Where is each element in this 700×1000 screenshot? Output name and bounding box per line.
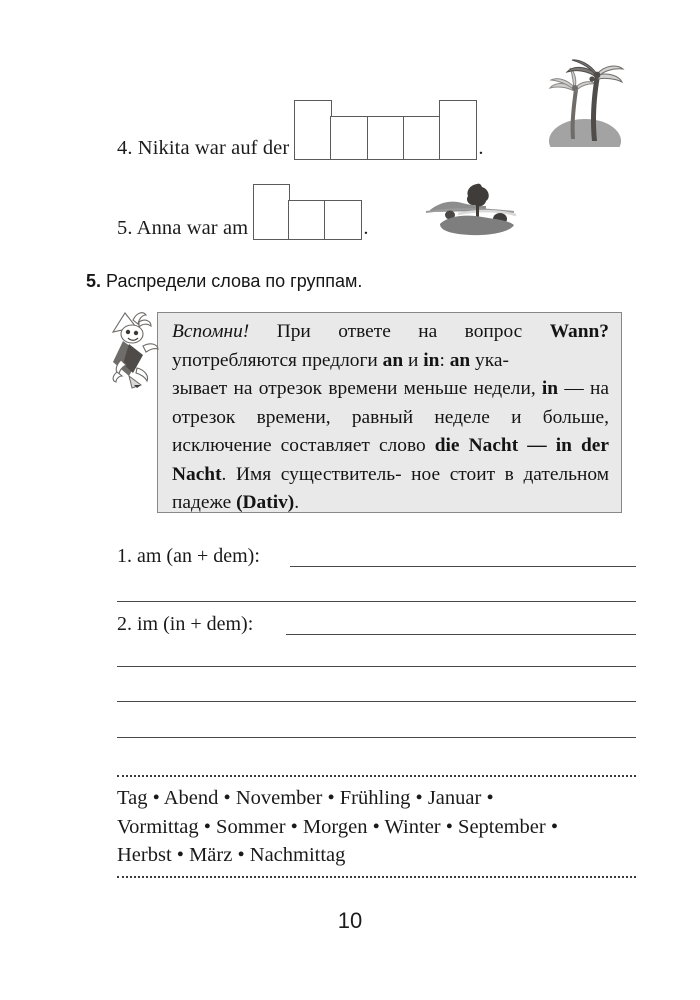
page-number: 10 xyxy=(337,908,363,933)
answer-line-1b[interactable] xyxy=(117,601,636,602)
remember-line4: — на отрезок времени, равный неделе xyxy=(172,378,609,428)
task-5-heading xyxy=(86,271,362,292)
exercise-5-row xyxy=(117,184,369,240)
remember-line3: зывает на отрезок времени меньше недели, xyxy=(172,378,536,399)
letter-box[interactable] xyxy=(253,184,290,240)
remember-in-1: in xyxy=(423,349,440,371)
task-5-text: Распредели слова по группам. xyxy=(106,271,363,291)
word-bank-row-1: Tag • Abend • November • Frühling • Januar • xyxy=(117,787,494,809)
word-bank xyxy=(117,775,636,878)
exercise-5-answer-boxes[interactable] xyxy=(254,184,362,240)
word-bank-row-2: Vormittag • Sommer • Morgen • Winter • September • xyxy=(117,815,559,838)
answer-1-label: 1. am (an + dem): xyxy=(117,545,260,567)
lake-with-tree-illustration xyxy=(418,182,522,238)
remember-line2a: употребляются предлоги xyxy=(172,349,378,371)
exercise-4-answer-boxes[interactable] xyxy=(295,100,477,160)
letter-box[interactable] xyxy=(403,116,441,160)
letter-box[interactable] xyxy=(439,100,477,160)
palm-trees-island-svg xyxy=(543,55,627,147)
answer-line-2c[interactable] xyxy=(117,701,636,702)
letter-box[interactable] xyxy=(330,116,368,160)
remember-nacht: Nacht — in der Nacht xyxy=(172,435,609,485)
remember-period: . xyxy=(294,492,300,513)
remember-an-2: an xyxy=(449,349,471,371)
remember-line1: При ответе на вопрос xyxy=(276,321,523,342)
task-5-number: 5. xyxy=(86,271,102,291)
remember-dativ: (Dativ) xyxy=(236,492,295,513)
lake-svg xyxy=(418,182,522,238)
answer-2-label: 2. im (in + dem): xyxy=(117,613,254,635)
exercise-5-label: 5. Anna war am xyxy=(117,216,249,239)
answer-line-2a[interactable] xyxy=(286,634,636,635)
remember-in-2: in xyxy=(541,378,559,399)
remember-intro: Вспомни! xyxy=(172,321,250,342)
letter-box[interactable] xyxy=(294,100,332,160)
pencil-character-svg xyxy=(103,308,165,396)
answer-line-1a[interactable] xyxy=(290,566,636,567)
letter-box[interactable] xyxy=(324,200,362,240)
exercise-5-period: . xyxy=(363,216,369,239)
remember-wann: Wann? xyxy=(549,321,609,342)
exercise-4-label: 4. Nikita war auf der xyxy=(117,136,290,159)
letter-box[interactable] xyxy=(367,116,405,160)
remember-line2b: и xyxy=(408,349,419,371)
remember-text xyxy=(172,318,609,518)
remember-line2d: ука- xyxy=(475,349,509,371)
remember-line5: и больше, исключение составляет слово xyxy=(172,406,609,456)
remember-an-1: an xyxy=(382,349,404,371)
answer-line-2b[interactable] xyxy=(117,666,636,667)
letter-box[interactable] xyxy=(288,200,326,240)
palm-trees-island-illustration xyxy=(543,55,627,147)
exercise-4-period: . xyxy=(478,136,484,159)
answer-line-2d[interactable] xyxy=(117,737,636,738)
remember-colon: : xyxy=(439,349,445,371)
pencil-character-icon xyxy=(103,308,165,396)
remember-line7: ное стоит в дательном падеже xyxy=(172,463,609,513)
word-bank-row-3: Herbst • März • Nachmittag xyxy=(117,844,346,866)
remember-line6: . Имя существитель- xyxy=(221,463,402,485)
remember-die: die xyxy=(434,435,460,456)
exercise-4-row xyxy=(117,100,483,160)
